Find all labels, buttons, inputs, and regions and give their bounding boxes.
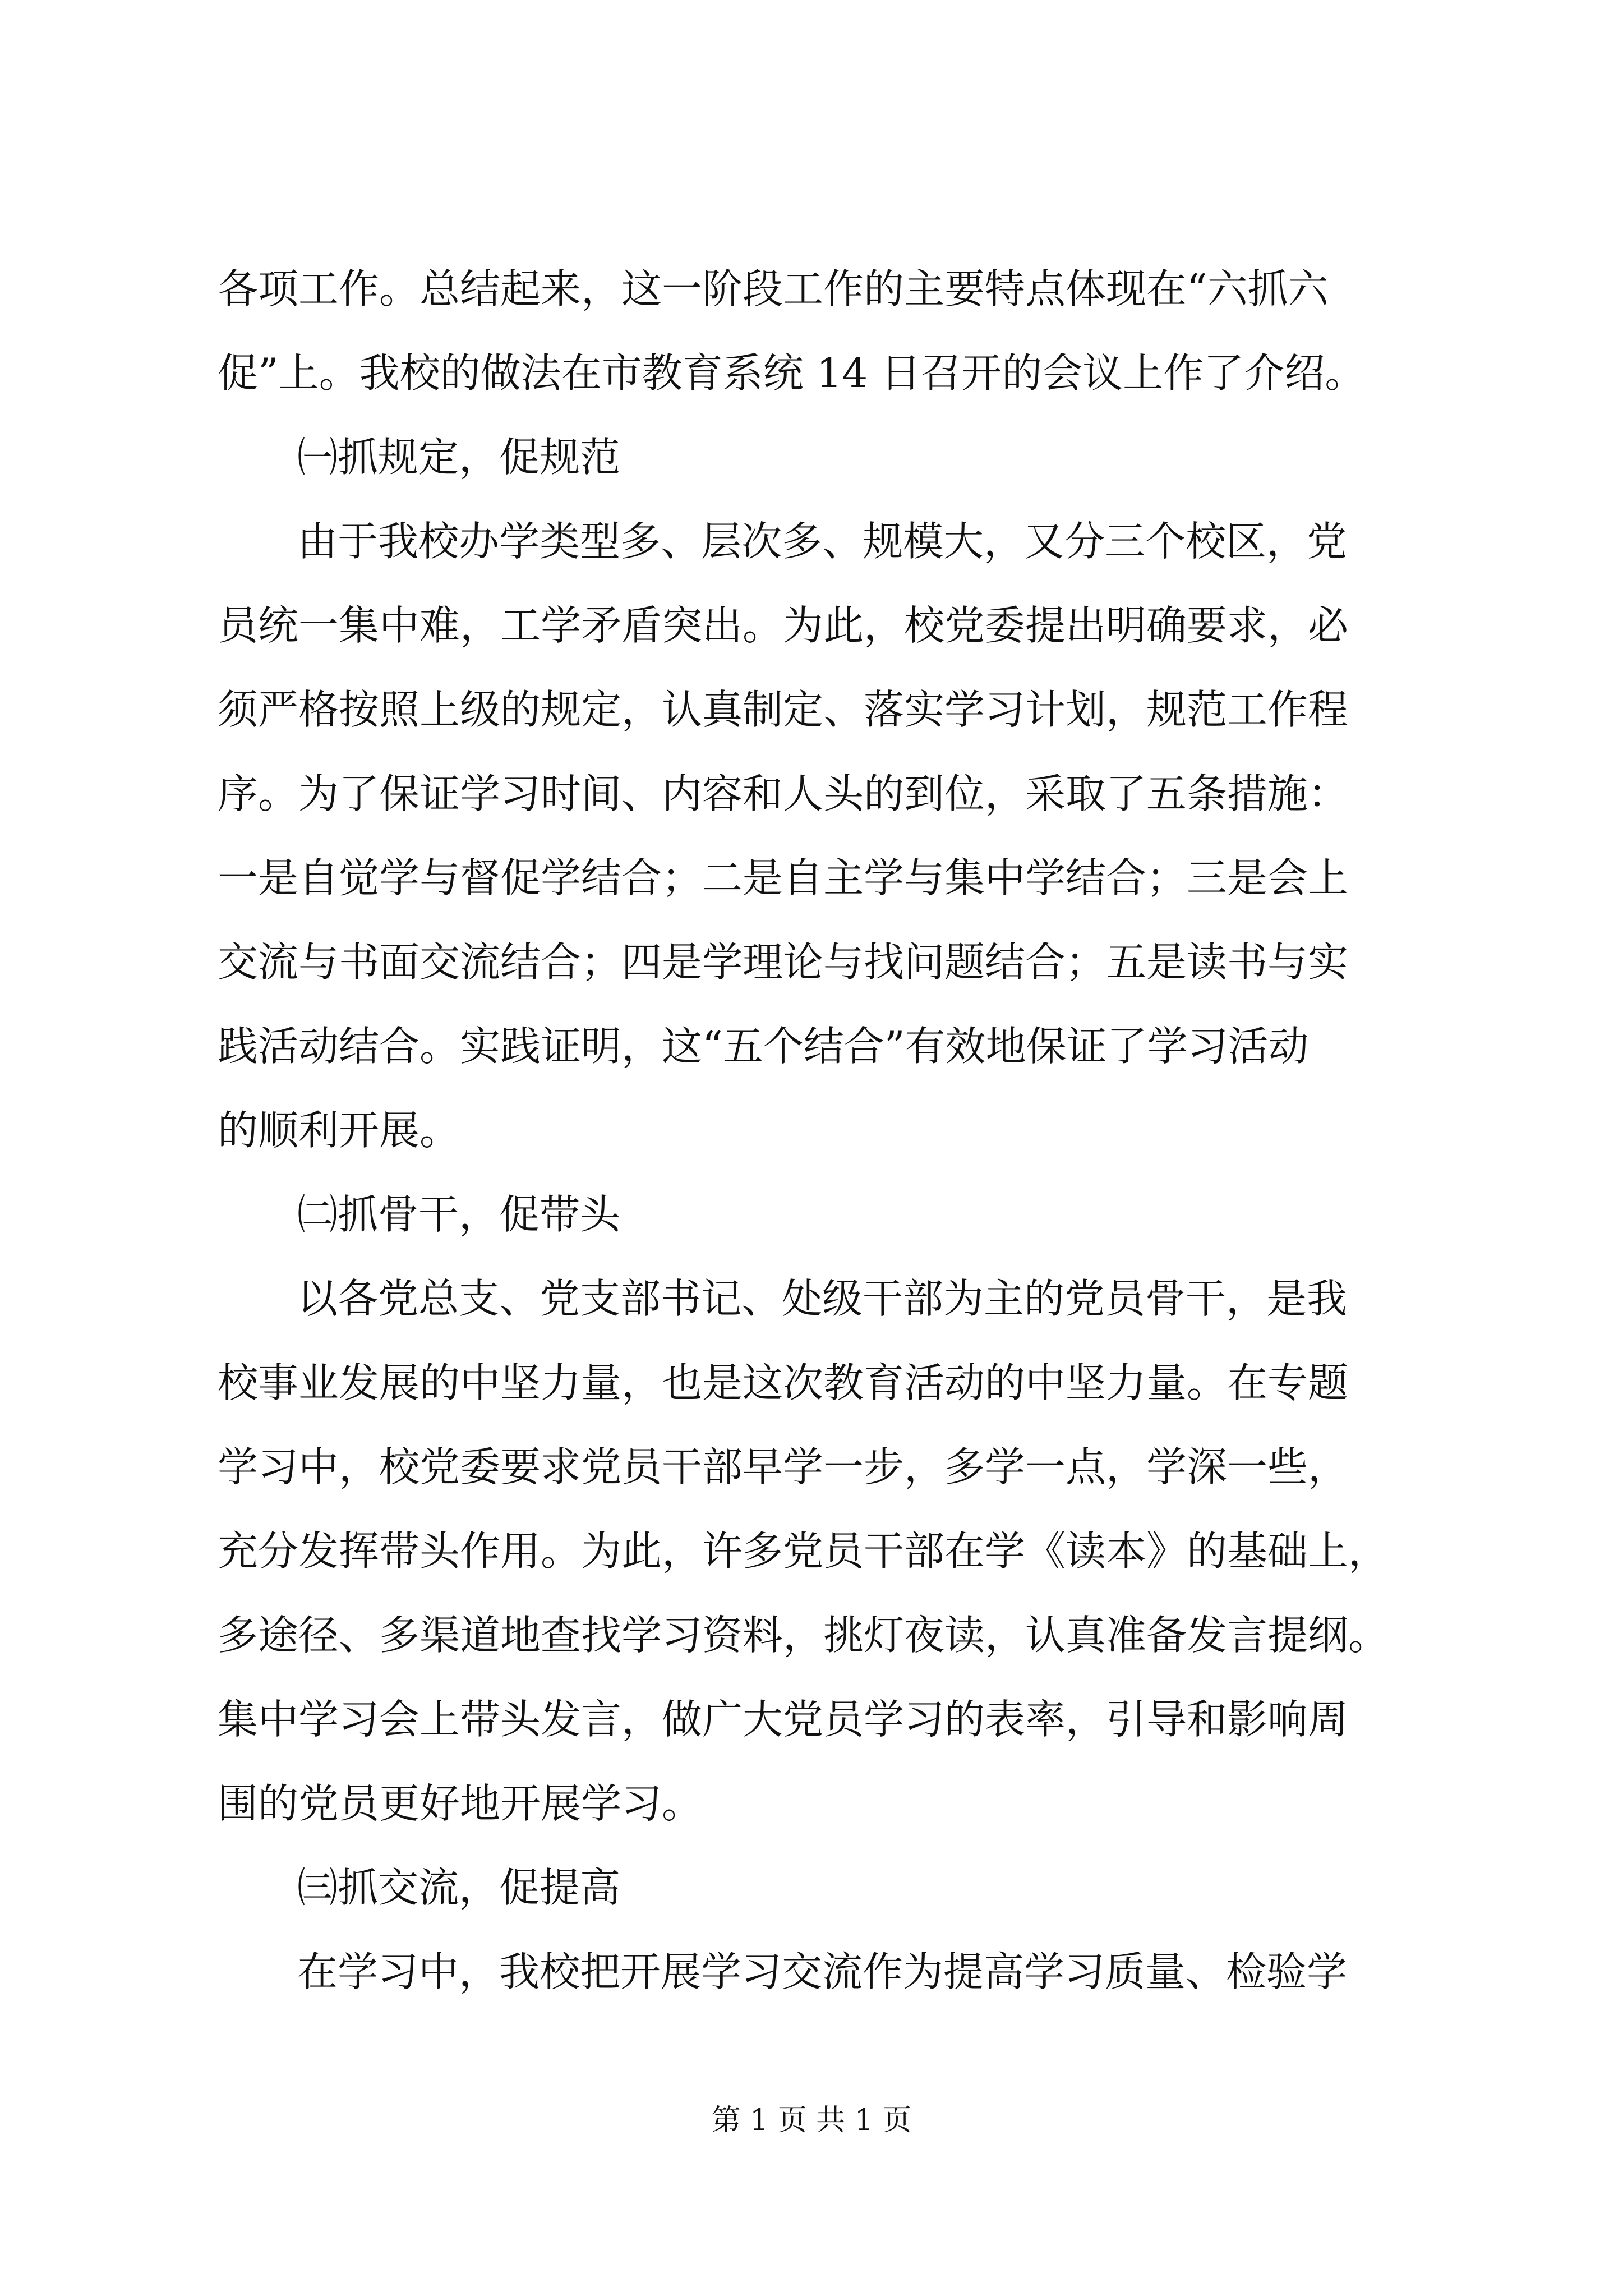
section-heading: ㈢抓交流，促提高 bbox=[297, 1864, 621, 1911]
text-line: 校事业发展的中坚力量，也是这次教育活动的中坚力量。在专题 bbox=[218, 1359, 1349, 1406]
text-line: 多途径、多渠道地查找学习资料，挑灯夜读，认真准备发言提纲。 bbox=[218, 1612, 1389, 1659]
text-line: 各项工作。总结起来，这一阶段工作的主要特点体现在“六抓六 bbox=[218, 265, 1329, 312]
text-line: 在学习中，我校把开展学习交流作为提高学习质量、检验学 bbox=[297, 1948, 1348, 1995]
text-line: 交流与书面交流结合；四是学理论与找问题结合；五是读书与实 bbox=[218, 938, 1349, 986]
text-line: 促”上。我校的做法在市教育系统 14 日召开的会议上作了介绍。 bbox=[218, 349, 1366, 397]
page-footer: 第 1 页 共 1 页 bbox=[711, 2104, 912, 2137]
text-line: 以各党总支、党支部书记、处级干部为主的党员骨干，是我 bbox=[297, 1275, 1348, 1322]
section-heading: ㈡抓骨干，促带头 bbox=[297, 1191, 621, 1238]
text-line: 员统一集中难，工学矛盾突出。为此，校党委提出明确要求，必 bbox=[218, 602, 1349, 649]
text-line: 围的党员更好地开展学习。 bbox=[218, 1780, 703, 1827]
text-line: 学习中，校党委要求党员干部早学一步，多学一点，学深一些， bbox=[218, 1443, 1349, 1490]
text-line: 充分发挥带头作用。为此，许多党员干部在学《读本》的基础上， bbox=[218, 1527, 1389, 1575]
text-line: 序。为了保证学习时间、内容和人头的到位，采取了五条措施： bbox=[218, 770, 1349, 817]
section-heading: ㈠抓规定，促规范 bbox=[297, 434, 621, 481]
text-line: 践活动结合。实践证明，这“五个结合”有效地保证了学习活动 bbox=[218, 1023, 1309, 1070]
text-line: 的顺利开展。 bbox=[218, 1107, 460, 1154]
text-line: 集中学习会上带头发言，做广大党员学习的表率，引导和影响周 bbox=[218, 1696, 1349, 1743]
text-line: 须严格按照上级的规定，认真制定、落实学习计划，规范工作程 bbox=[218, 686, 1349, 733]
text-line: 由于我校办学类型多、层次多、规模大，又分三个校区，党 bbox=[297, 518, 1348, 565]
text-line: 一是自觉学与督促学结合；二是自主学与集中学结合；三是会上 bbox=[218, 854, 1349, 901]
